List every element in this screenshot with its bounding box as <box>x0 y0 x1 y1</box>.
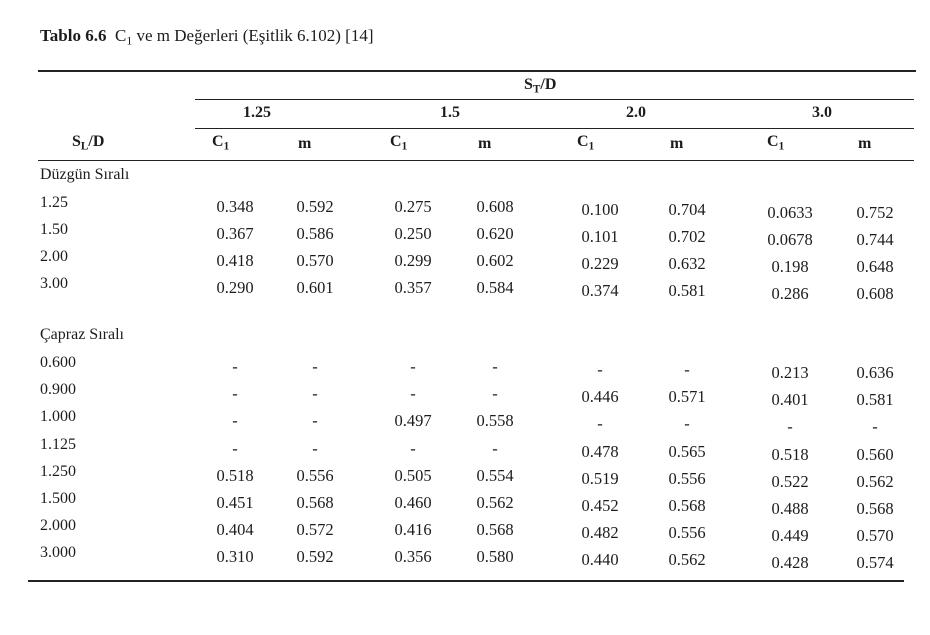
table-cell: - <box>312 384 318 404</box>
table-cell: 0.374 <box>581 281 619 300</box>
table-cell: - <box>410 438 416 458</box>
table-cell: - <box>597 360 603 379</box>
table-cell: 0.310 <box>216 547 254 567</box>
table-cell: 0.198 <box>771 257 809 276</box>
table-cell: 0.570 <box>296 251 334 270</box>
table-cell: 0.518 <box>216 465 254 485</box>
table-cell: 0.428 <box>771 553 809 573</box>
table-cell: 0.608 <box>856 284 894 303</box>
row-label: 1.125 <box>40 435 76 453</box>
table-cell: 0.0633 <box>767 203 813 222</box>
table-cell: 0.556 <box>668 523 706 543</box>
table-cell: 0.581 <box>856 390 894 410</box>
st-value-header: 3.0 <box>812 104 832 121</box>
table-cell: 0.446 <box>581 387 619 407</box>
st-value-header: 1.25 <box>243 104 271 121</box>
table-cell: 0.286 <box>771 284 809 303</box>
table-cell: - <box>312 438 318 458</box>
table-cell: 0.572 <box>296 520 334 540</box>
table-cell: 0.451 <box>216 493 254 512</box>
table-cell: 0.418 <box>216 251 254 270</box>
table-cell: 0.488 <box>771 499 809 518</box>
table-cell: 0.636 <box>856 363 894 382</box>
table-cell: 0.478 <box>581 441 619 461</box>
table-cell: 0.229 <box>581 254 619 273</box>
st-value-header: 1.5 <box>440 104 460 121</box>
table-cell: 0.568 <box>296 493 334 512</box>
row-label: 1.250 <box>40 462 76 480</box>
table-cell: 0.460 <box>394 493 432 512</box>
table-cell: 0.560 <box>856 444 894 464</box>
row-label: 2.000 <box>40 517 76 535</box>
table-cell: 0.522 <box>771 471 809 491</box>
table-cell: 0.562 <box>668 550 706 570</box>
row-label: 1.500 <box>40 490 76 507</box>
table-cell: - <box>684 360 690 379</box>
table-cell: - <box>232 357 238 376</box>
row-label: 0.900 <box>40 381 76 399</box>
table-cell: 0.752 <box>856 203 894 222</box>
table-cell: 0.100 <box>581 200 619 219</box>
table-cell: 0.580 <box>476 547 514 567</box>
m-column-header: m <box>478 135 492 152</box>
header-bottom-rule <box>38 160 914 161</box>
table-cell: 0.571 <box>668 387 706 407</box>
table-cell: 0.356 <box>394 547 432 567</box>
table-cell: 0.568 <box>476 520 514 540</box>
row-label: 0.600 <box>40 354 76 371</box>
c1-column-header: $C_1$ <box>577 133 595 153</box>
row-label: 1.50 <box>40 221 68 238</box>
table-cell: - <box>232 384 238 404</box>
caption-label: Tablo 6.6 <box>40 26 107 45</box>
table-cell: - <box>787 417 793 437</box>
table-cell: 0.562 <box>856 471 894 491</box>
table-cell: 0.299 <box>394 251 432 270</box>
table-cell: - <box>597 414 603 434</box>
table-cell: 0.416 <box>394 520 432 540</box>
table-cell: - <box>232 411 238 431</box>
caption-symbol: $C_1$ <box>114 26 133 48</box>
table-cell: 0.556 <box>668 468 706 488</box>
table-cell: - <box>872 417 878 437</box>
table-cell: 0.452 <box>581 496 619 515</box>
table-cell: 0.592 <box>296 547 334 567</box>
table-cell: 0.348 <box>216 197 254 216</box>
table-cell: 0.568 <box>856 499 894 518</box>
caption-text: ve m Değerleri (Eşitlik 6.102) [14] <box>132 26 374 45</box>
table-cell: 0.592 <box>296 197 334 216</box>
table-cell: 0.213 <box>771 363 809 382</box>
row-label: 3.00 <box>40 275 68 292</box>
st-group-header: $S_T/D$ <box>524 76 557 96</box>
table-cell: 0.584 <box>476 278 514 297</box>
table-cell: - <box>492 357 498 376</box>
table-cell: 0.290 <box>216 278 254 297</box>
table-cell: 0.558 <box>476 411 514 431</box>
table-cell: 0.586 <box>296 224 334 243</box>
bottom-rule <box>28 580 904 582</box>
table-caption <box>40 26 374 46</box>
table-cell: 0.704 <box>668 200 706 219</box>
row-label: 2.00 <box>40 248 68 265</box>
table-cell: 0.401 <box>771 390 809 410</box>
table-cell: 0.632 <box>668 254 706 273</box>
table-cell: - <box>684 414 690 434</box>
table-cell: 0.602 <box>476 251 514 270</box>
table-cell: 0.101 <box>581 227 619 246</box>
table-cell: 0.620 <box>476 224 514 243</box>
section-title: Düzgün Sıralı <box>40 166 130 183</box>
section-title: Çapraz Sıralı <box>40 326 124 343</box>
sl-row-header: $S_L/D$ <box>72 133 105 153</box>
table-cell: - <box>492 384 498 404</box>
table-cell: 0.497 <box>394 411 432 431</box>
row-label: 1.000 <box>40 408 76 426</box>
table-cell: 0.702 <box>668 227 706 246</box>
c1-column-header: $C_1$ <box>767 133 785 153</box>
table-cell: 0.357 <box>394 278 432 297</box>
table-cell: 0.744 <box>856 230 894 249</box>
table-cell: 0.518 <box>771 444 809 464</box>
table-cell: 0.565 <box>668 441 706 461</box>
table-cell: 0.275 <box>394 197 432 216</box>
table-cell: 0.449 <box>771 526 809 546</box>
table-cell: 0.568 <box>668 496 706 515</box>
table-cell: - <box>410 384 416 404</box>
table-cell: 0.570 <box>856 526 894 546</box>
table-cell: 0.505 <box>394 465 432 485</box>
row-label: 1.25 <box>40 194 68 211</box>
table-cell: 0.404 <box>216 520 254 540</box>
table-cell: 0.250 <box>394 224 432 243</box>
table-cell: 0.648 <box>856 257 894 276</box>
st-values-rule <box>195 128 914 129</box>
table-cell: 0.601 <box>296 278 334 297</box>
table-cell: 0.482 <box>581 523 619 543</box>
table-cell: 0.608 <box>476 197 514 216</box>
table-cell: 0.574 <box>856 553 894 573</box>
st-group-rule <box>195 99 914 100</box>
table-cell: 0.440 <box>581 550 619 570</box>
table-cell: - <box>312 357 318 376</box>
m-column-header: m <box>670 135 684 152</box>
table-cell: - <box>492 438 498 458</box>
table-cell: 0.367 <box>216 224 254 243</box>
st-value-header: 2.0 <box>626 104 646 121</box>
table-cell: 0.0678 <box>767 230 813 249</box>
row-label: 3.000 <box>40 544 76 562</box>
table-cell: - <box>410 357 416 376</box>
table-cell: 0.581 <box>668 281 706 300</box>
table-cell: - <box>232 438 238 458</box>
table-cell: 0.554 <box>476 465 514 485</box>
m-column-header: m <box>298 135 312 152</box>
c1-column-header: $C_1$ <box>212 133 230 153</box>
table-cell: 0.556 <box>296 465 334 485</box>
table-cell: - <box>312 411 318 431</box>
c1-column-header: $C_1$ <box>390 133 408 153</box>
table-cell: 0.519 <box>581 468 619 488</box>
table-cell: 0.562 <box>476 493 514 512</box>
top-rule <box>38 70 916 72</box>
m-column-header: m <box>858 135 872 152</box>
